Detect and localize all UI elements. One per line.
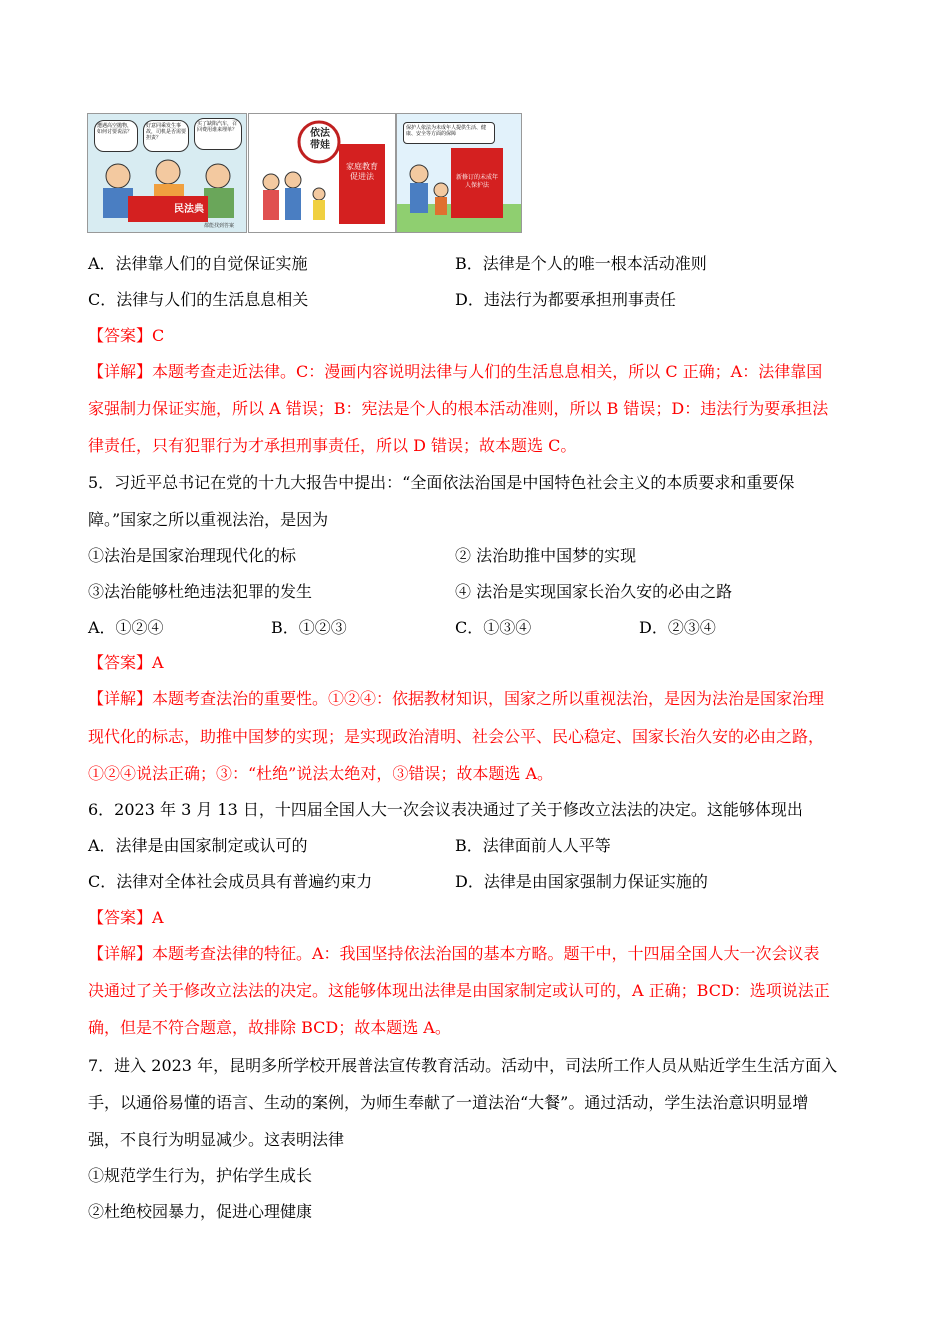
q4-option-a: A．法律靠人们的自觉保证实施 bbox=[88, 254, 308, 273]
q4-detail-line-3: 律责任，只有犯罪行为才承担刑事责任，所以 D 错误；故本题选 C。 bbox=[88, 436, 577, 455]
q6-option-c: C．法律对全体社会成员具有普遍约束力 bbox=[88, 872, 373, 891]
comic-panel-family-education bbox=[248, 113, 396, 233]
q6-detail-line-1: 【详解】本题考查法律的特征。A：我国坚持依法治国的基本方略。题干中，十四届全国人大一次会议表 bbox=[88, 944, 820, 963]
q7-stem-line-3: 强，不良行为明显减少。这表明法律 bbox=[88, 1130, 345, 1149]
speech-bubble-1: 遭遇高空抛物，如何讨要说法？ bbox=[94, 120, 138, 152]
book-title: 家庭教育促进法 bbox=[346, 162, 378, 181]
q4-detail-line-1: 【详解】本题考查走近法律。C：漫画内容说明法律与人们的生活息息相关，所以 C 正确；A：法律靠国 bbox=[88, 362, 823, 381]
q4-option-c: C．法律与人们的生活息息相关 bbox=[88, 290, 309, 309]
q7-item-1: ①规范学生行为，护佑学生成长 bbox=[88, 1166, 313, 1185]
q5-item-1: ①法治是国家治理现代化的标 bbox=[88, 546, 297, 565]
q6-stem: 6．2023 年 3 月 13 日，十四届全国人大一次会议表决通过了关于修改立法法的决定。这能够体现出 bbox=[88, 800, 803, 819]
q4-detail-line-2: 家强制力保证实施，所以 A 错误；B：宪法是个人的根本活动准则，所以 B 错误；D：违法行为要承担法 bbox=[88, 399, 829, 418]
q5-item-2: ② 法治助推中国梦的实现 bbox=[455, 546, 637, 565]
badge-text: 依法带娃 bbox=[310, 128, 330, 151]
book-title: 民法典 bbox=[174, 204, 204, 215]
comic-panel-minor-protection bbox=[396, 113, 522, 233]
q5-detail-line-3: ①②④说法正确；③：“杜绝”说法太绝对，③错误；故本题选 A。 bbox=[88, 764, 554, 783]
q5-item-4: ④ 法治是实现国家长治久安的必由之路 bbox=[455, 582, 733, 601]
speech-bubble-2: 好意同乘发生事故，司机是否需要担责？ bbox=[143, 120, 189, 152]
q6-option-a: A．法律是由国家制定或认可的 bbox=[88, 836, 308, 855]
speech-bubble-3: 买了缺陷汽车，召回费用谁来埋单？ bbox=[194, 118, 242, 150]
q5-stem-line-2: 障。”国家之所以重视法治，是因为 bbox=[88, 510, 329, 529]
q6-option-d: D．法律是由国家强制力保证实施的 bbox=[455, 872, 708, 891]
q7-item-2: ②杜绝校园暴力，促进心理健康 bbox=[88, 1202, 313, 1221]
q5-answer: 【答案】A bbox=[88, 653, 164, 672]
q7-stem-line-1: 7．进入 2023 年，昆明多所学校开展普法宣传教育活动。活动中，司法所工作人员从贴近学生生活方面入 bbox=[88, 1056, 838, 1075]
q6-detail-line-3: 确，但是不符合题意，故排除 BCD；故本题选 A。 bbox=[88, 1018, 451, 1037]
q6-option-b: B．法律面前人人平等 bbox=[455, 836, 611, 855]
book-title: 新修订的未成年人保护法 bbox=[455, 174, 498, 189]
q6-detail-line-2: 决通过了关于修改立法法的决定。这能够体现出法律是由国家制定或认可的，A 正确；BCD：选项说法正 bbox=[88, 981, 830, 1000]
q6-answer: 【答案】A bbox=[88, 908, 164, 927]
q5-option-c: C．①③④ bbox=[455, 618, 532, 637]
q4-option-d: D．违法行为都要承担刑事责任 bbox=[455, 290, 676, 309]
q5-option-b: B．①②③ bbox=[271, 618, 347, 637]
q5-detail-line-1: 【详解】本题考查法治的重要性。①②④：依据教材知识，国家之所以重视法治，是因为法治是国家治理 bbox=[88, 689, 825, 708]
q5-detail-line-2: 现代化的标志，助推中国梦的实现；是实现政治清明、社会公平、民心稳定、国家长治久安的必由之路， bbox=[88, 727, 825, 746]
comic-panel-civil-code bbox=[87, 113, 247, 233]
panel-caption: 都能找到答案 bbox=[204, 223, 235, 229]
q7-stem-line-2: 手，以通俗易懂的语言、生动的案例，为师生奉献了一道法治“大餐”。通过活动，学生法治意识明显增 bbox=[88, 1093, 809, 1112]
q4-option-b: B．法律是个人的唯一根本活动准则 bbox=[455, 254, 707, 273]
q5-stem-line-1: 5．习近平总书记在党的十九大报告中提出：“全面依法治国是中国特色社会主义的本质要求和重要保 bbox=[88, 473, 795, 492]
q4-answer: 【答案】C bbox=[88, 326, 165, 345]
q5-item-3: ③法治能够杜绝违法犯罪的发生 bbox=[88, 582, 313, 601]
q5-option-d: D．②③④ bbox=[639, 618, 716, 637]
banner-text: 保护人依法为未成年人提供生活、健康、安全等方面的保障 bbox=[403, 122, 495, 144]
q5-option-a: A．①②④ bbox=[88, 618, 164, 637]
